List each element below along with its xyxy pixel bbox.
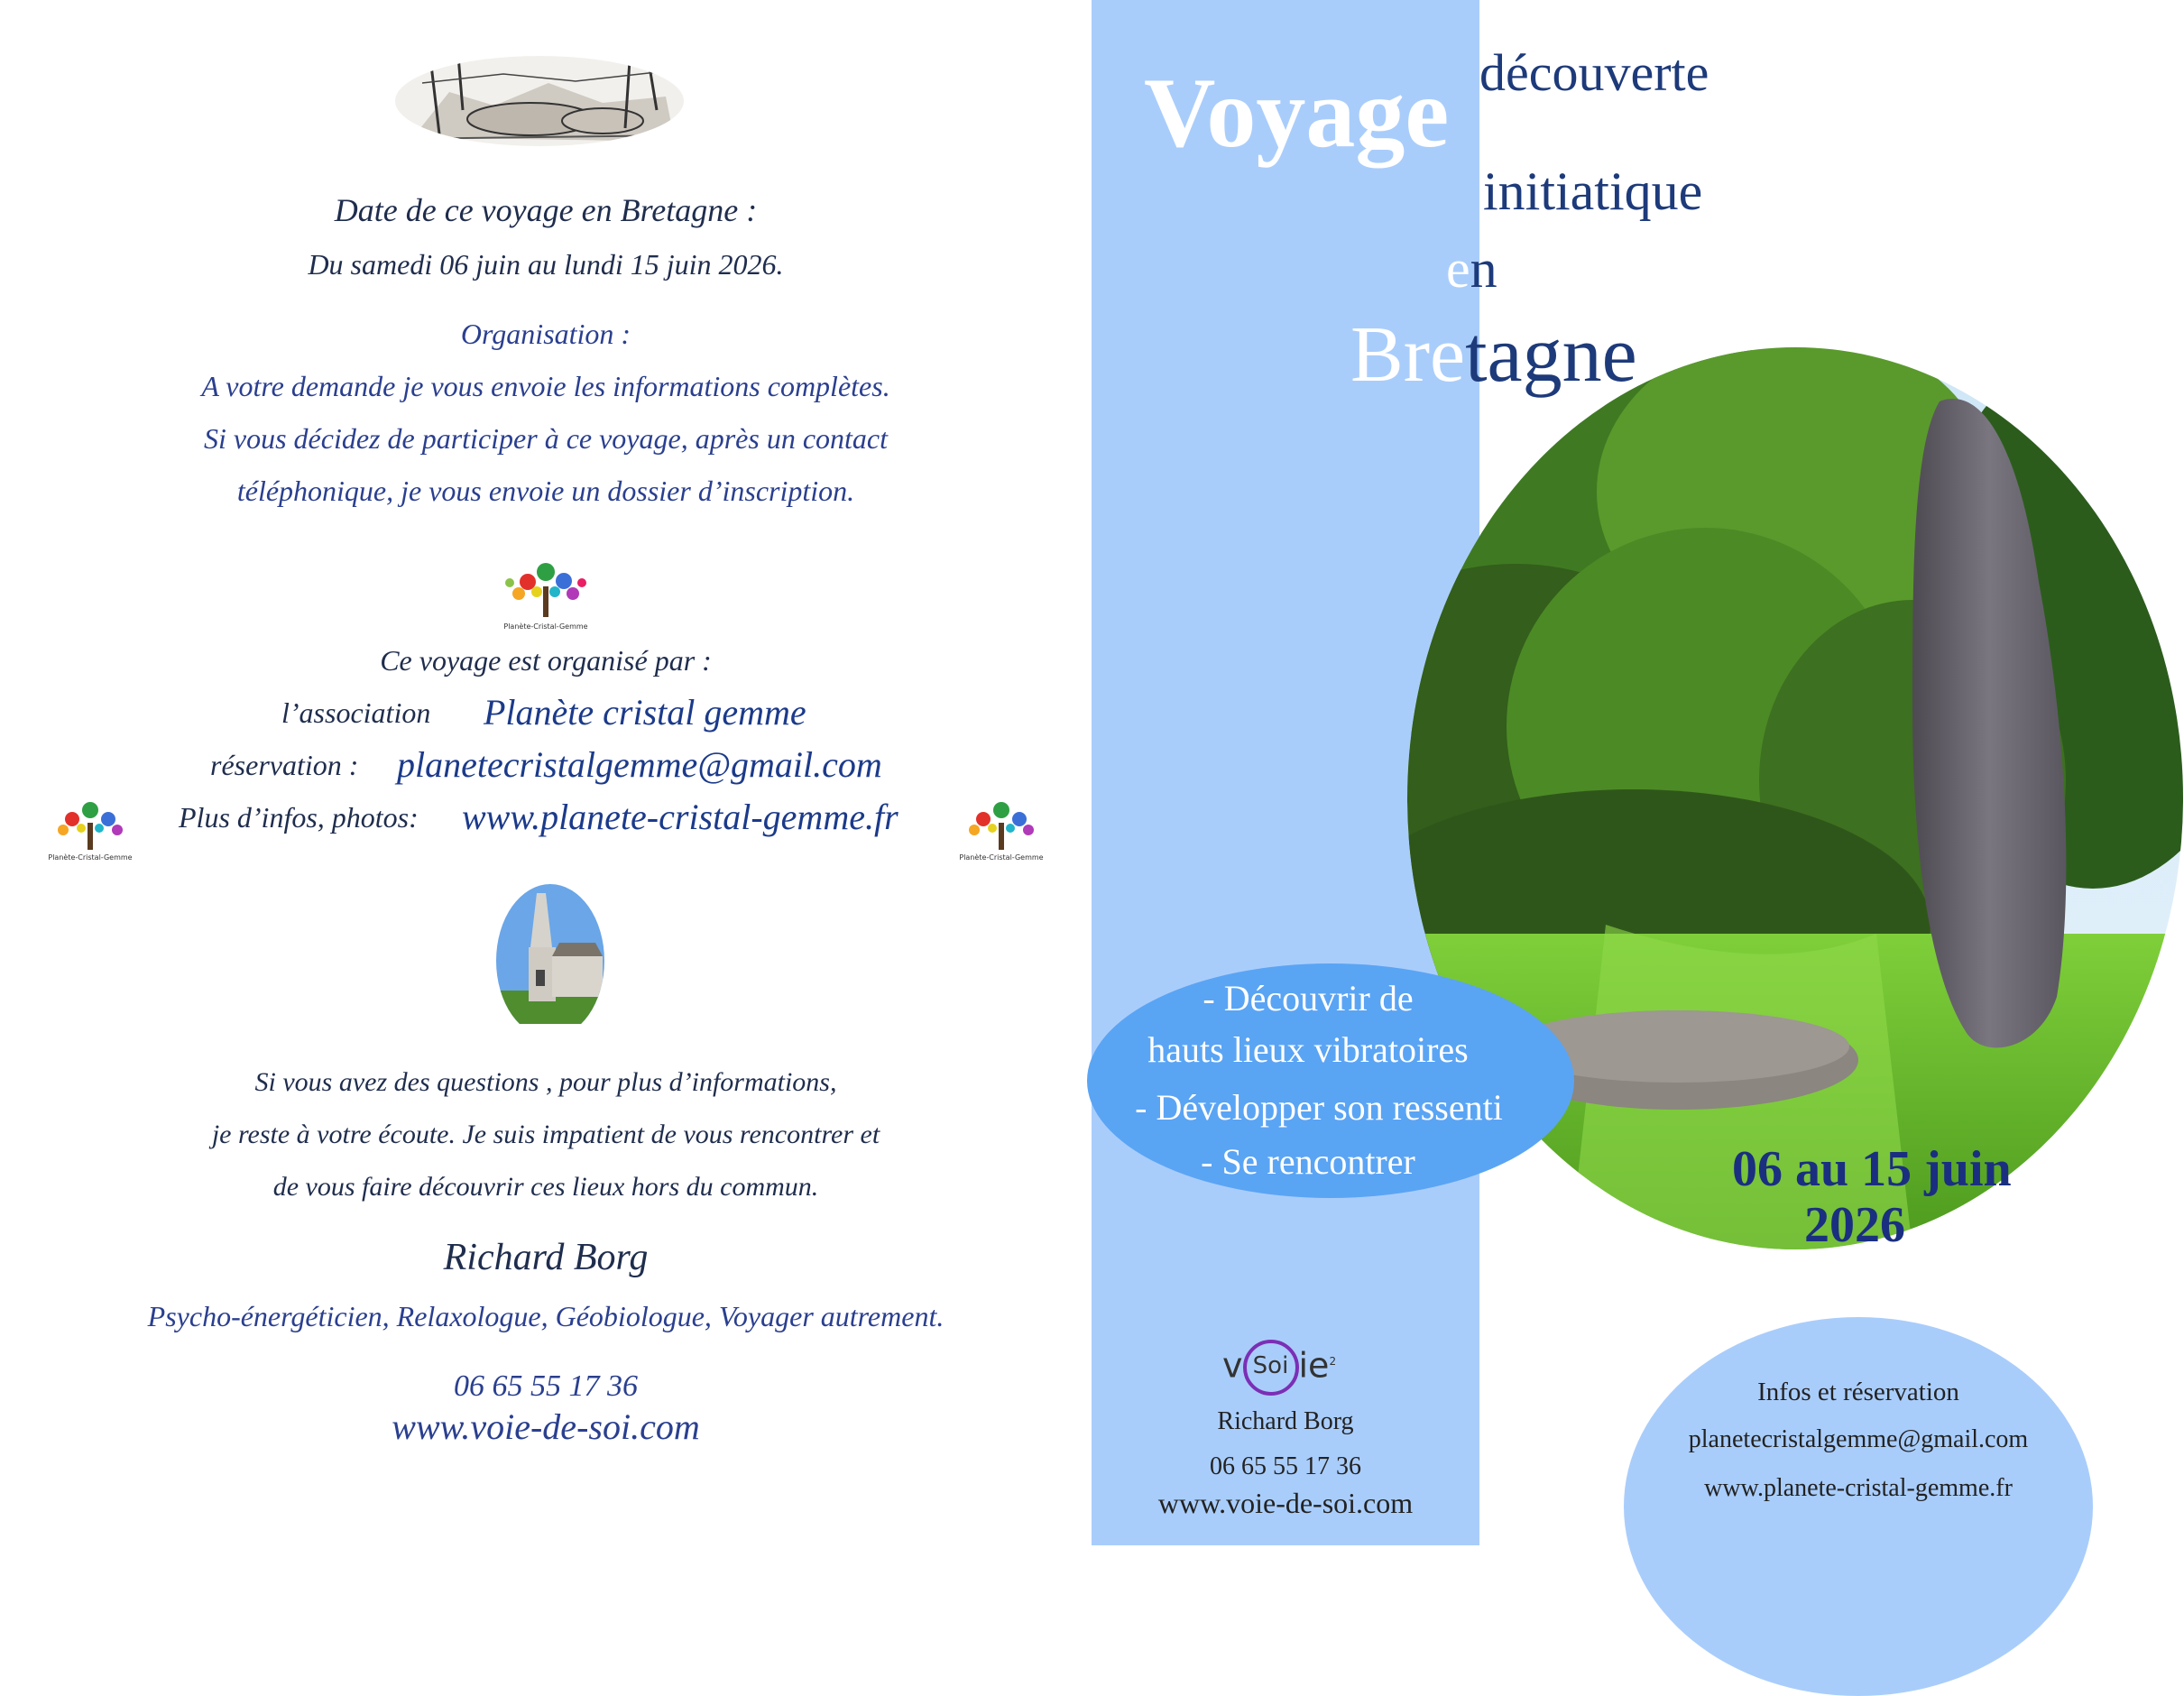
title-initiatique: initiatique xyxy=(1483,161,1703,221)
association-name: Planète cristal gemme xyxy=(484,692,806,733)
author-titles: Psycho-énergéticien, Relaxologue, Géobiologue, Voyager autrement. xyxy=(147,1300,945,1332)
reservation-email-link[interactable]: planetecristalgemme@gmail.com xyxy=(397,744,882,785)
planete-cristal-gemme-logo xyxy=(492,559,600,631)
bullet-line: - Découvrir de xyxy=(1203,978,1414,1019)
questions-line: je reste à votre écoute. Je suis impatient de vous rencontrer et xyxy=(211,1120,880,1149)
logo-ie: ie xyxy=(1298,1345,1330,1386)
title-tagne: tagne xyxy=(1465,311,1637,399)
chapel-photo-image xyxy=(496,884,604,1024)
logo-v: v xyxy=(1222,1345,1243,1386)
date-heading: Date de ce voyage en Bretagne : xyxy=(334,192,758,228)
bullet-line: hauts lieux vibratoires xyxy=(1147,1029,1469,1070)
title-en xyxy=(1446,239,1497,299)
logo-soi-circle: Soi xyxy=(1243,1340,1299,1396)
contact-heading: Infos et réservation xyxy=(1757,1378,1959,1406)
tree-logo-icon xyxy=(36,799,144,850)
organised-by-text: Ce voyage est organisé par : xyxy=(380,644,712,677)
title-voyage: Voyage xyxy=(1144,58,1450,168)
logo-caption: Planète-Cristal-Gemme xyxy=(503,622,588,631)
band-phone: 06 65 55 17 36 xyxy=(1210,1452,1361,1480)
left-page xyxy=(0,0,1092,1545)
dolmen-sketch-image xyxy=(395,56,684,146)
author-name: Richard Borg xyxy=(443,1237,649,1278)
contact-url-link[interactable]: www.planete-cristal-gemme.fr xyxy=(1704,1474,2013,1502)
voie-de-soi-logo xyxy=(1222,1340,1349,1394)
organisation-line: A votre demande je vous envoie les informations complètes. xyxy=(201,370,890,402)
band-author-name: Richard Borg xyxy=(1217,1407,1354,1435)
title-decouverte: découverte xyxy=(1479,43,1709,102)
dates-line-2: 2026 xyxy=(1804,1197,1905,1253)
title-bre: Bre xyxy=(1350,311,1466,399)
questions-line: de vous faire découvrir ces lieux hors du commun. xyxy=(272,1172,819,1202)
title-en-e: e xyxy=(1446,239,1470,299)
planete-cristal-gemme-logo-left xyxy=(36,799,144,862)
logo-caption: Planète-Cristal-Gemme xyxy=(48,853,133,862)
organisation-line: Si vous décidez de participer à ce voyage, après un contact xyxy=(204,422,888,455)
logo-caption: Planète-Cristal-Gemme xyxy=(959,853,1044,862)
logo-sup: 2 xyxy=(1329,1354,1337,1368)
title-bretagne xyxy=(1350,311,1637,399)
date-range: Du samedi 06 juin au lundi 15 juin 2026. xyxy=(308,248,784,281)
band-website-link[interactable]: www.voie-de-soi.com xyxy=(1157,1487,1414,1519)
association-label: l’association xyxy=(281,696,431,729)
infos-url-link[interactable]: www.planete-cristal-gemme.fr xyxy=(462,797,898,837)
phone-number: 06 65 55 17 36 xyxy=(454,1369,638,1403)
organisation-heading: Organisation : xyxy=(460,318,631,350)
contact-email-link[interactable]: planetecristalgemme@gmail.com xyxy=(1688,1425,2029,1453)
planete-cristal-gemme-logo-right xyxy=(943,799,1060,862)
dates-line-1: 06 au 15 juin xyxy=(1732,1141,2012,1197)
bullet-line: - Se rencontrer xyxy=(1201,1141,1415,1182)
website-link[interactable]: www.voie-de-soi.com xyxy=(392,1406,700,1447)
organisation-line: téléphonique, je vous envoie un dossier d’inscription. xyxy=(236,475,855,507)
tree-logo-icon xyxy=(947,799,1055,850)
bullet-line: - Développer son ressenti xyxy=(1135,1087,1503,1128)
tree-logo-icon xyxy=(492,559,600,619)
infos-label: Plus d’infos, photos: xyxy=(179,801,419,834)
questions-line: Si vous avez des questions , pour plus d’informations, xyxy=(254,1067,837,1097)
contact-circle xyxy=(1624,1317,2093,1696)
title-en-n: n xyxy=(1470,239,1497,299)
reservation-label: réservation : xyxy=(210,749,359,781)
